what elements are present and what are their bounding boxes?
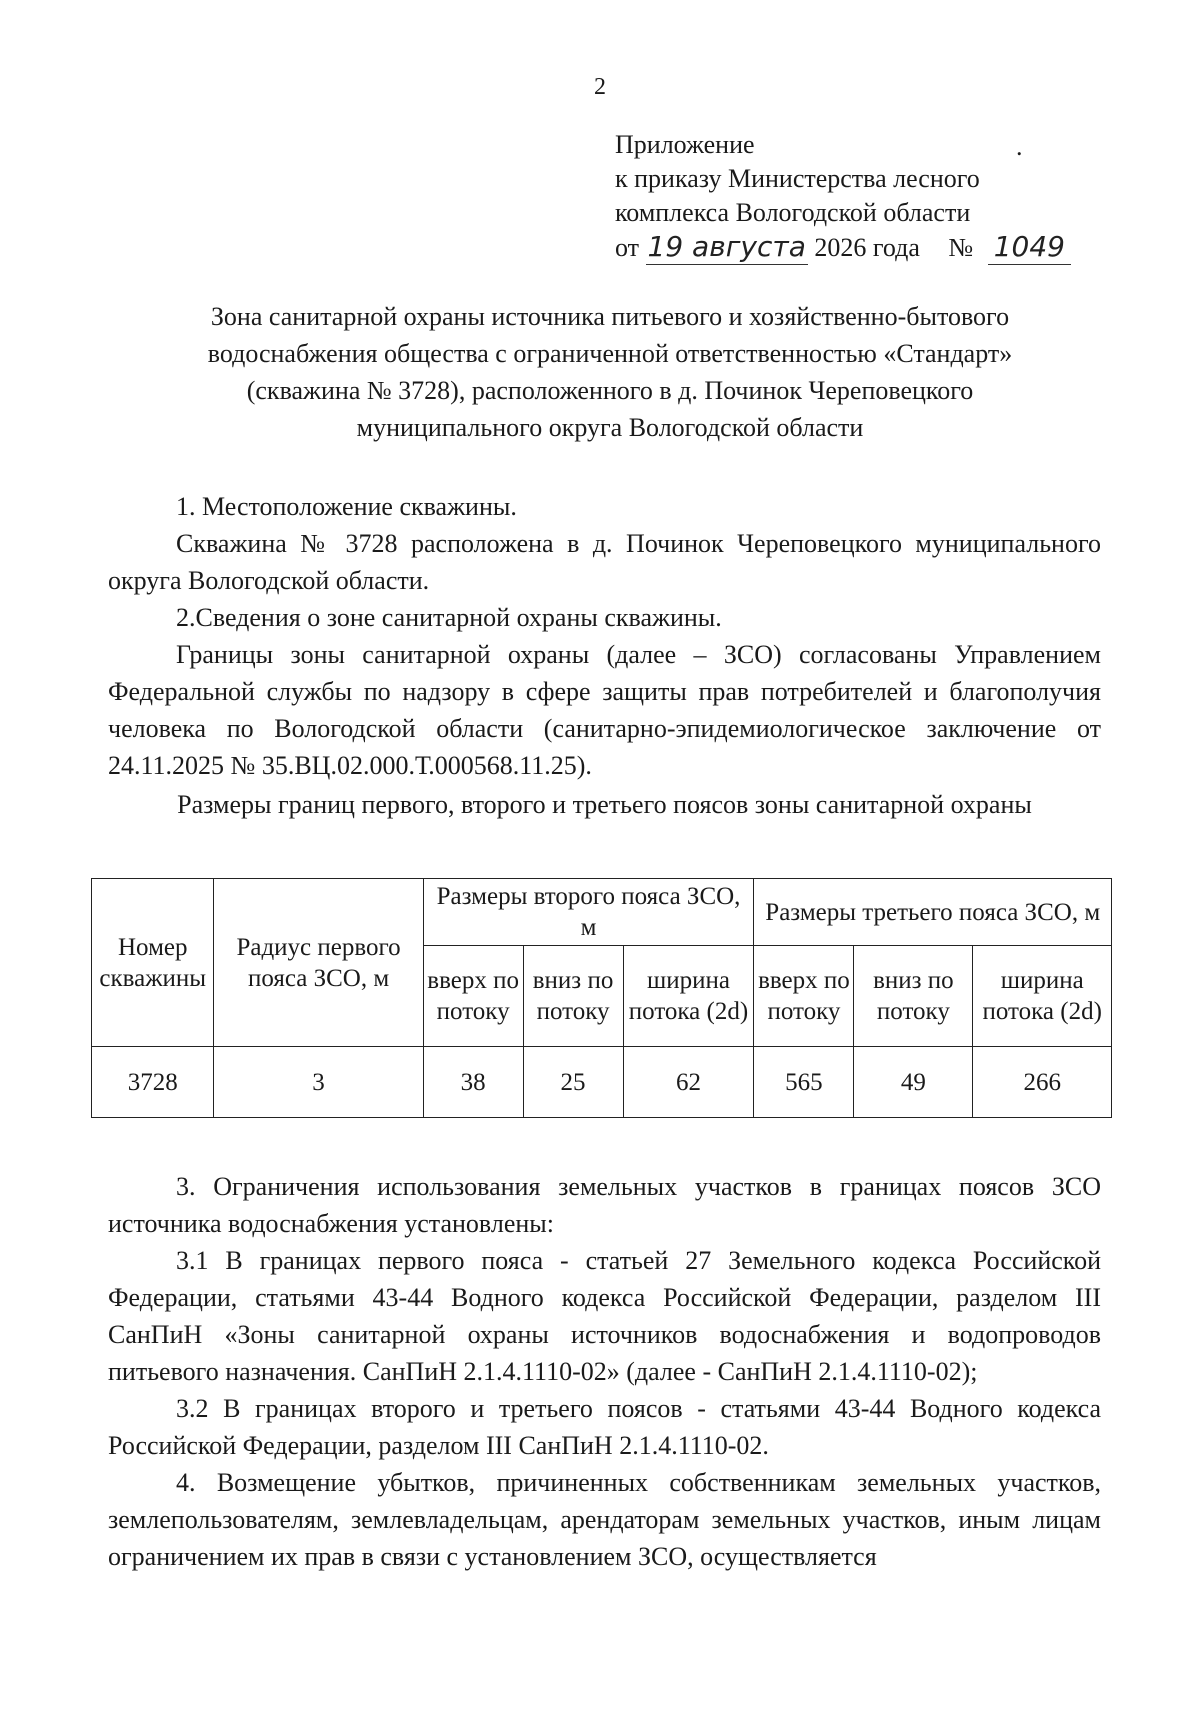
- section-2-text: Границы зоны санитарной охраны (далее – ЗСО) согласованы Управлением Федеральной службы по надзору в сфере защиты прав потребителей и благополучия человека по Вологодской области (санитарно-эпидемиологическое заключение от 24.11.2025 № 35.ВЦ.02.000.Т.000568.11.25).: [108, 640, 1101, 780]
- sub-header-second-width: ширина потока (2d): [623, 946, 754, 1047]
- section-4-text: 4. Возмещение убытков, причиненных собственникам земельных участков, землепользователям, землевладельцам, арендаторам земельных участков, иным лицам ограничением их прав в связи с установлением ЗСО, осуществляется: [108, 1468, 1101, 1571]
- header-radius: Радиус первого пояса ЗСО, м: [214, 879, 423, 1047]
- sub-header-third-up: вверх по потоку: [754, 946, 854, 1047]
- appendix-line-2: к приказу Министерства лесного: [615, 164, 980, 193]
- appendix-header: [615, 128, 1085, 265]
- title-line-2: водоснабжения общества с ограниченной ответственностью «Стандарт»: [207, 339, 1013, 368]
- sections-3-4: [108, 1168, 1101, 1575]
- year-text: 2026 года: [814, 233, 920, 262]
- cell-third-down: 49: [854, 1047, 973, 1118]
- handwritten-date: 19 августа: [647, 230, 806, 263]
- table-caption: Размеры границ первого, второго и третьего поясов зоны санитарной охраны: [177, 790, 1032, 819]
- sections-1-2: [108, 488, 1101, 784]
- zone-dimensions-table: [91, 878, 1112, 1118]
- sub-header-third-width: ширина потока (2d): [973, 946, 1112, 1047]
- cell-radius: 3: [214, 1047, 423, 1118]
- page-number: 2: [594, 74, 606, 100]
- table-header-row-1: [92, 879, 1112, 946]
- cell-second-down: 25: [523, 1047, 623, 1118]
- cell-third-up: 565: [754, 1047, 854, 1118]
- handwritten-number: 1049: [988, 230, 1071, 265]
- header-third-zone: Размеры третьего пояса ЗСО, м: [754, 879, 1112, 946]
- title-line-1: Зона санитарной охраны источника питьевого и хозяйственно-бытового: [210, 302, 1010, 331]
- section-3-2-text: 3.2 В границах второго и третьего поясов - статьями 43-44 Водного кодекса Российской Федерации, разделом III СанПиН 2.1.4.1110-02.: [108, 1394, 1101, 1460]
- section-3-1-text: 3.1 В границах первого пояса - статьей 27 Земельного кодекса Российской Федерации, статьями 43-44 Водного кодекса Российской Федерации, разделом III СанПиН «Зоны санитарной охраны источников водоснабжения и водопроводов питьевого назначения. СанПиН 2.1.4.1110-02» (далее - СанПиН 2.1.4.1110-02);: [108, 1246, 1101, 1386]
- section-1-text: Скважина № 3728 расположена в д. Починок Череповецкого муниципального округа Вологодской области.: [108, 529, 1101, 595]
- document-title: [110, 298, 1110, 446]
- header-well-number: Номер скважины: [92, 879, 214, 1047]
- cell-second-up: 38: [423, 1047, 523, 1118]
- title-line-3: (скважина № 3728), расположенного в д. Починок Череповецкого: [246, 376, 974, 405]
- date-prefix: от: [615, 233, 640, 262]
- sub-header-third-down: вниз по потоку: [854, 946, 973, 1047]
- number-sign: №: [948, 233, 974, 262]
- table-row: [92, 1047, 1112, 1118]
- appendix-date-line: [615, 230, 1085, 265]
- cell-second-width: 62: [623, 1047, 754, 1118]
- appendix-line-1: Приложение: [615, 130, 755, 159]
- cell-well: 3728: [92, 1047, 214, 1118]
- appendix-line-3: комплекса Вологодской области: [615, 198, 971, 227]
- cell-third-width: 266: [973, 1047, 1112, 1118]
- sub-header-second-down: вниз по потоку: [523, 946, 623, 1047]
- section-3-text: 3. Ограничения использования земельных участков в границах поясов ЗСО источника водоснабжения установлены:: [108, 1172, 1101, 1238]
- section-1-heading: 1. Местоположение скважины.: [176, 492, 517, 521]
- header-second-zone: Размеры второго пояса ЗСО, м: [423, 879, 754, 946]
- section-2-heading: 2.Сведения о зоне санитарной охраны скважины.: [176, 603, 722, 632]
- sub-header-second-up: вверх по потоку: [423, 946, 523, 1047]
- title-line-4: муниципального округа Вологодской области: [356, 413, 864, 442]
- stray-mark: .: [1016, 132, 1023, 161]
